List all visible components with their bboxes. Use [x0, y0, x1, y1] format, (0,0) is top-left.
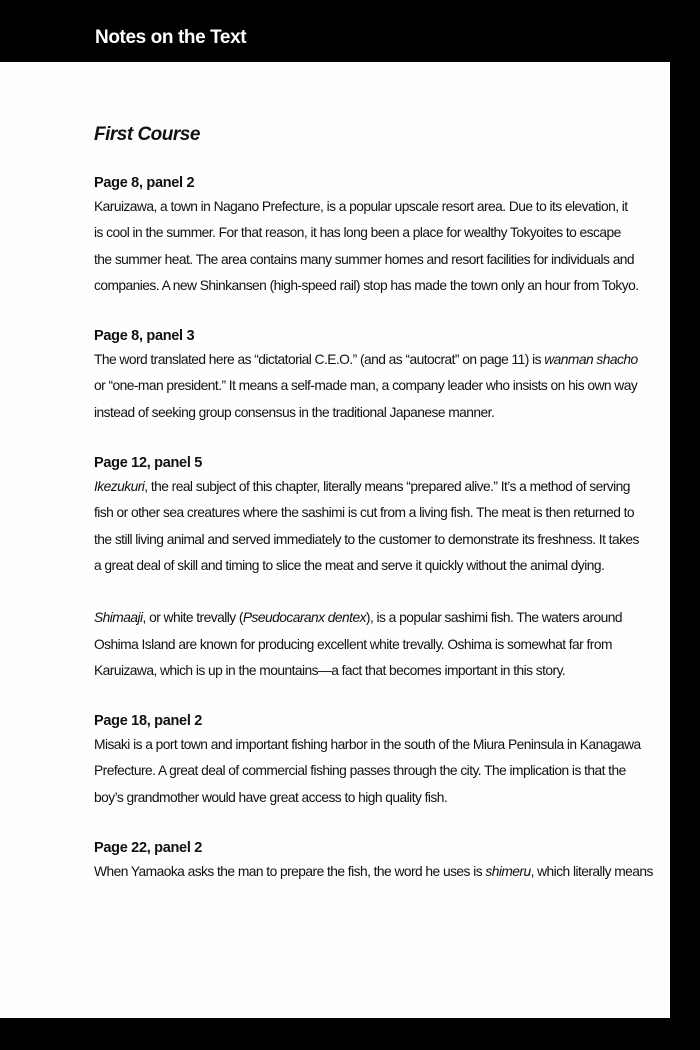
note-text-line: or “one-man president.” It means a self-made man, a company leader who insists on his own way	[94, 378, 638, 394]
note-text-line: Karuizawa, a town in Nagano Prefecture, is a popular upscale resort area. Due to its elevation, it	[94, 199, 628, 214]
note-text-line	[94, 474, 630, 500]
note-entry	[94, 172, 639, 299]
note-text-line	[94, 859, 653, 885]
note-text-line: companies. A new Shinkansen (high-speed rail) stop has made the town only an hour from Tokyo.	[94, 277, 639, 293]
italic-term: shimeru	[485, 864, 531, 880]
page-title: Notes on the Text	[95, 27, 247, 48]
note-text-line: a great deal of skill and timing to slice the meat and serve it quickly without the animal dying.	[94, 557, 605, 573]
note-text-line: boy’s grandmother would have great access to high quality fish.	[94, 789, 448, 805]
italic-term: Pseudocaranx dentex	[242, 610, 366, 626]
note-heading: Page 8, panel 3	[94, 328, 195, 345]
italic-term: Shimaaji	[94, 610, 143, 626]
text-run: When Yamaoka asks the man to prepare the fish, the word he uses is	[94, 864, 486, 880]
text-run: , which literally means	[530, 864, 653, 880]
note-text-line: fish or other sea creatures where the sashimi is cut from a living fish. The meat is then returned to	[94, 505, 635, 521]
text-run: , or white trevally (	[142, 610, 243, 626]
note-text-line	[94, 605, 623, 631]
note-entry	[94, 452, 639, 684]
text-run: The word translated here as “dictatorial C.E.O.” (and as “autocrat” on page 11) is	[94, 352, 545, 368]
note-entry	[94, 837, 653, 885]
text-run: , the real subject of this chapter, literally means “prepared alive.” It’s a method of serving	[144, 479, 630, 495]
note-text-line: the still living animal and served immediately to the customer to demonstrate its freshness. It takes	[94, 531, 639, 547]
note-text-line: is cool in the summer. For that reason, it has long been a place for wealthy Tokyoites to escape	[94, 225, 621, 241]
paragraph-gap	[94, 579, 614, 605]
note-heading: Page 12, panel 5	[94, 455, 203, 472]
note-text-line: Prefecture. A great deal of commercial fishing passes through the city. The implication is that the	[94, 763, 626, 779]
note-entry	[94, 325, 638, 426]
note-text-line: Misaki is a port town and important fishing harbor in the south of the Miura Peninsula in Kanagawa	[94, 737, 641, 753]
note-text-line: Oshima Island are known for producing excellent white trevally. Oshima is somewhat far from	[94, 636, 612, 652]
note-heading: Page 8, panel 2	[94, 175, 195, 191]
page-header-bar	[0, 0, 700, 62]
text-run: ), is a popular sashimi fish. The waters around	[365, 610, 623, 626]
note-text-line	[94, 347, 638, 373]
note-text-line: the summer heat. The area contains many summer homes and resort facilities for individuals and	[94, 251, 635, 267]
note-text-line: Karuizawa, which is up in the mountains—a fact that becomes important in this story.	[94, 662, 566, 678]
italic-term: wanman shacho	[544, 352, 638, 368]
note-text-line: instead of seeking group consensus in the traditional Japanese manner.	[94, 404, 495, 420]
italic-term: Ikezukuri	[94, 479, 145, 495]
notes-content	[94, 124, 653, 911]
note-heading: Page 18, panel 2	[94, 713, 203, 730]
note-entry	[94, 710, 641, 811]
section-title: First Course	[94, 124, 200, 145]
note-heading: Page 22, panel 2	[94, 840, 203, 857]
